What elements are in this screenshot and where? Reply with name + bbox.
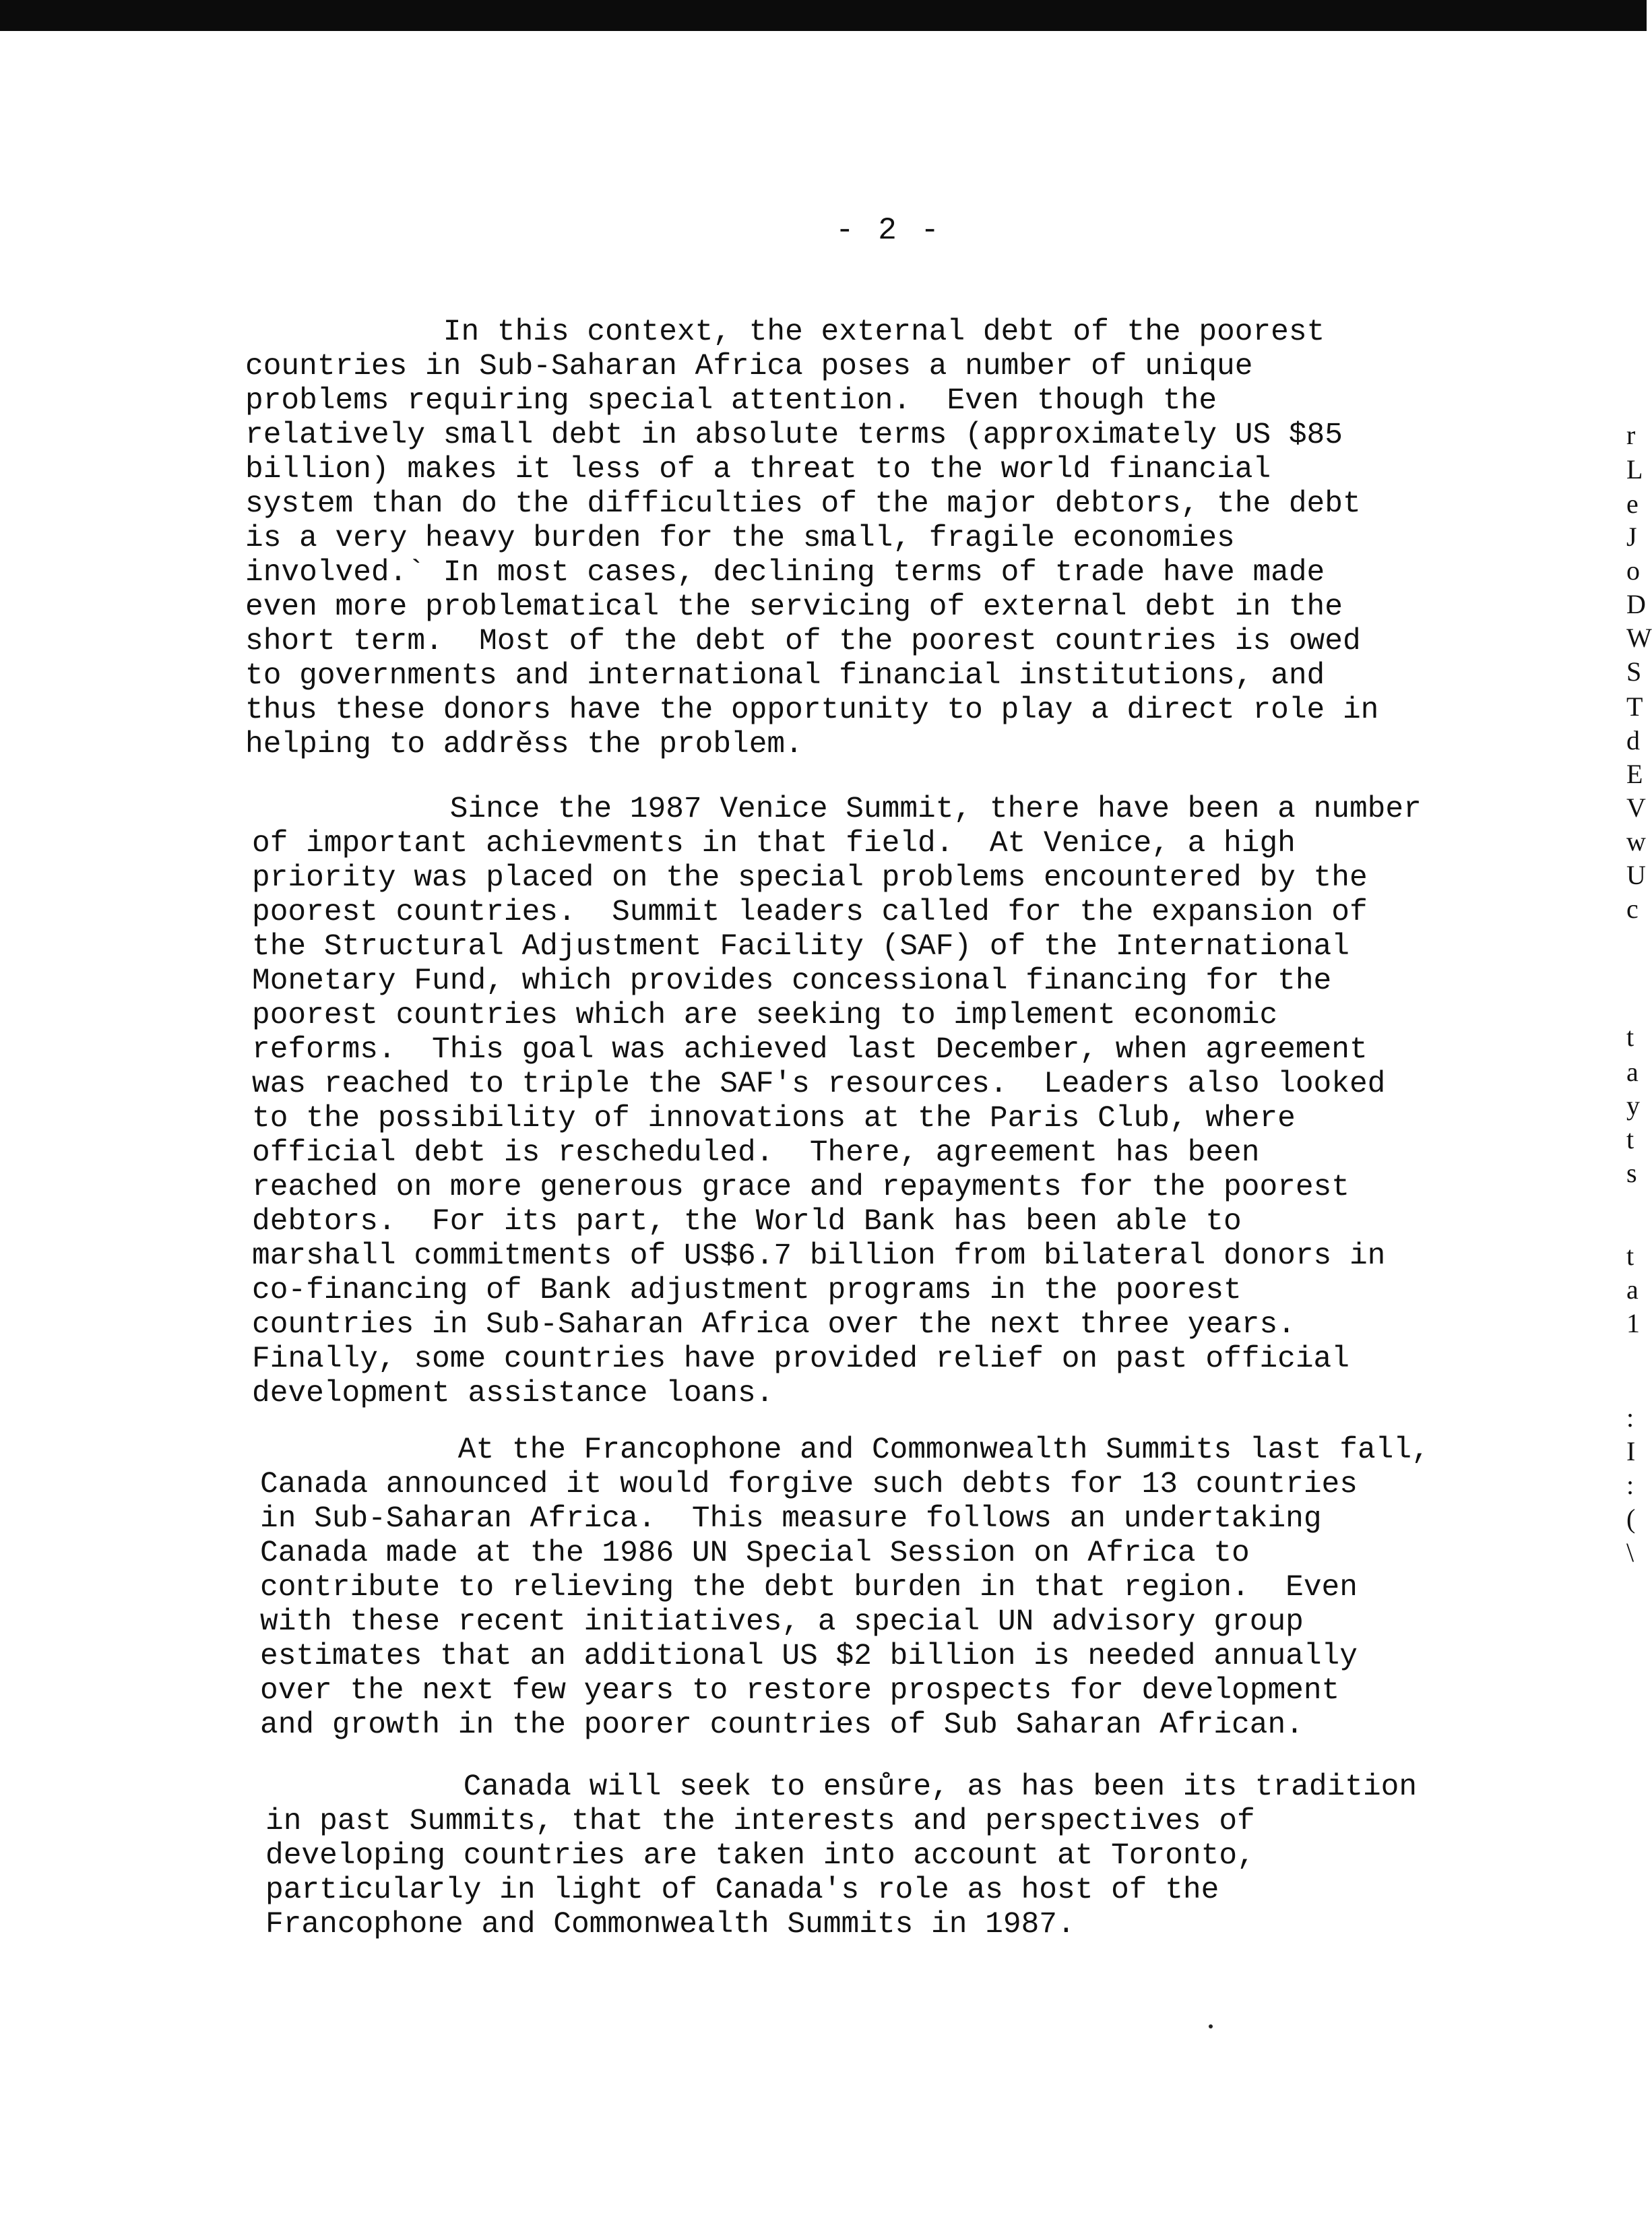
margin-fragment: 1 xyxy=(1626,1308,1640,1338)
margin-fragment: U xyxy=(1626,860,1646,890)
cut-off-right-margin-text xyxy=(1626,0,1652,2236)
margin-fragment: c xyxy=(1626,894,1639,924)
text-line: Canada made at the 1986 UN Special Session on Africa to xyxy=(260,1536,1250,1570)
text-line: poorest countries. Summit leaders called for the expansion of xyxy=(252,896,1368,929)
margin-fragment: y xyxy=(1626,1090,1640,1121)
text-line: to governments and international financial institutions, and xyxy=(245,659,1325,693)
text-line: Since the 1987 Venice Summit, there have been a number xyxy=(252,793,1422,826)
margin-fragment: w xyxy=(1626,826,1646,857)
text-line: to the possibility of innovations at the Paris Club, where xyxy=(252,1102,1296,1136)
margin-fragment: S xyxy=(1626,656,1642,687)
margin-fragment: I xyxy=(1626,1436,1636,1466)
margin-fragment: t xyxy=(1626,1124,1634,1154)
text-line: Francophone and Commonwealth Summits in 1987. xyxy=(265,1908,1075,1942)
text-line: particularly in light of Canada's role as host of the xyxy=(265,1873,1219,1907)
margin-fragment: L xyxy=(1626,454,1643,485)
text-line: official debt is rescheduled. There, agreement has been xyxy=(252,1136,1260,1170)
margin-fragment: W xyxy=(1626,623,1652,653)
text-line: was reached to triple the SAF's resources. Leaders also looked xyxy=(252,1067,1386,1101)
text-line: estimates that an additional US $2 billion is needed annually xyxy=(260,1640,1358,1673)
margin-fragment: J xyxy=(1626,522,1637,552)
text-line: At the Francophone and Commonwealth Summits last fall, xyxy=(260,1433,1430,1467)
paragraph-francophone-commonwealth xyxy=(260,1433,1430,1743)
margin-fragment: D xyxy=(1626,589,1646,619)
text-line: Canada announced it would forgive such debts for 13 countries xyxy=(260,1468,1358,1501)
margin-fragment: \ xyxy=(1626,1537,1634,1567)
text-line: system than do the difficulties of the major debtors, the debt xyxy=(245,487,1361,521)
margin-fragment: V xyxy=(1626,793,1646,823)
margin-fragment: E xyxy=(1626,759,1643,789)
text-line: debtors. For its part, the World Bank has been able to xyxy=(252,1205,1242,1239)
text-line: Finally, some countries have provided relief on past official xyxy=(252,1342,1349,1376)
text-line: involved.` In most cases, declining terms of trade have made xyxy=(245,556,1325,590)
margin-fragment: s xyxy=(1626,1158,1637,1188)
text-line: problems requiring special attention. Even though the xyxy=(245,384,1217,418)
page-number: - 2 - xyxy=(835,213,943,248)
text-line: of important achievments in that field. At Venice, a high xyxy=(252,827,1296,861)
paragraph-venice-summit xyxy=(252,793,1422,1411)
text-line: development assistance loans. xyxy=(252,1377,774,1410)
paragraph-external-debt xyxy=(245,315,1378,762)
text-line: over the next few years to restore prospects for development xyxy=(260,1674,1340,1708)
text-line: in Sub-Saharan Africa. This measure follows an undertaking xyxy=(260,1502,1322,1536)
text-line: the Structural Adjustment Facility (SAF) of the International xyxy=(252,930,1349,964)
paragraph-canada-tradition xyxy=(265,1770,1417,1942)
text-line: countries in Sub-Saharan Africa over the next three years. xyxy=(252,1308,1296,1342)
margin-fragment: d xyxy=(1626,725,1640,755)
margin-fragment: : xyxy=(1626,1402,1634,1433)
margin-fragment: : xyxy=(1626,1470,1634,1500)
text-line: reforms. This goal was achieved last December, when agreement xyxy=(252,1033,1368,1067)
text-line: poorest countries which are seeking to implement economic xyxy=(252,999,1278,1032)
margin-fragment: ( xyxy=(1626,1503,1636,1534)
text-line: co-financing of Bank adjustment programs in the poorest xyxy=(252,1274,1242,1307)
text-line: billion) makes it less of a threat to the world financial xyxy=(245,453,1271,487)
text-line: relatively small debt in absolute terms (approximately US $85 xyxy=(245,418,1343,452)
text-line: countries in Sub-Saharan Africa poses a number of unique xyxy=(245,350,1253,383)
text-line: developing countries are taken into account at Toronto, xyxy=(265,1839,1255,1873)
text-line: is a very heavy burden for the small, fragile economies xyxy=(245,522,1235,555)
text-line: Monetary Fund, which provides concessional financing for the xyxy=(252,964,1332,998)
margin-fragment: r xyxy=(1626,420,1636,450)
text-line: even more problematical the servicing of external debt in the xyxy=(245,590,1343,624)
margin-fragment: o xyxy=(1626,555,1640,586)
text-line: marshall commitments of US$6.7 billion from bilateral donors in xyxy=(252,1239,1386,1273)
text-line: short term. Most of the debt of the poorest countries is owed xyxy=(245,625,1361,658)
scan-speck xyxy=(1209,2024,1213,2028)
margin-fragment: e xyxy=(1626,489,1639,519)
text-line: contribute to relieving the debt burden in that region. Even xyxy=(260,1571,1358,1605)
scan-top-edge-bar xyxy=(0,0,1647,31)
text-line: helping to addrěss the problem. xyxy=(245,728,803,762)
margin-fragment: t xyxy=(1626,1241,1634,1271)
text-line: Canada will seek to ensůre, as has been its tradition xyxy=(265,1770,1418,1804)
text-line: and growth in the poorer countries of Sub Saharan African. xyxy=(260,1708,1304,1742)
text-line: reached on more generous grace and repayments for the poorest xyxy=(252,1171,1349,1204)
text-line: in past Summits, that the interests and perspectives of xyxy=(265,1805,1255,1838)
text-line: with these recent initiatives, a special UN advisory group xyxy=(260,1605,1304,1639)
margin-fragment: a xyxy=(1626,1274,1639,1305)
text-line: thus these donors have the opportunity to play a direct role in xyxy=(245,693,1379,727)
margin-fragment: a xyxy=(1626,1057,1639,1087)
margin-fragment: t xyxy=(1626,1022,1634,1052)
margin-fragment: T xyxy=(1626,691,1643,722)
text-line: In this context, the external debt of the poorest xyxy=(245,315,1325,349)
text-line: priority was placed on the special problems encountered by the xyxy=(252,861,1368,895)
